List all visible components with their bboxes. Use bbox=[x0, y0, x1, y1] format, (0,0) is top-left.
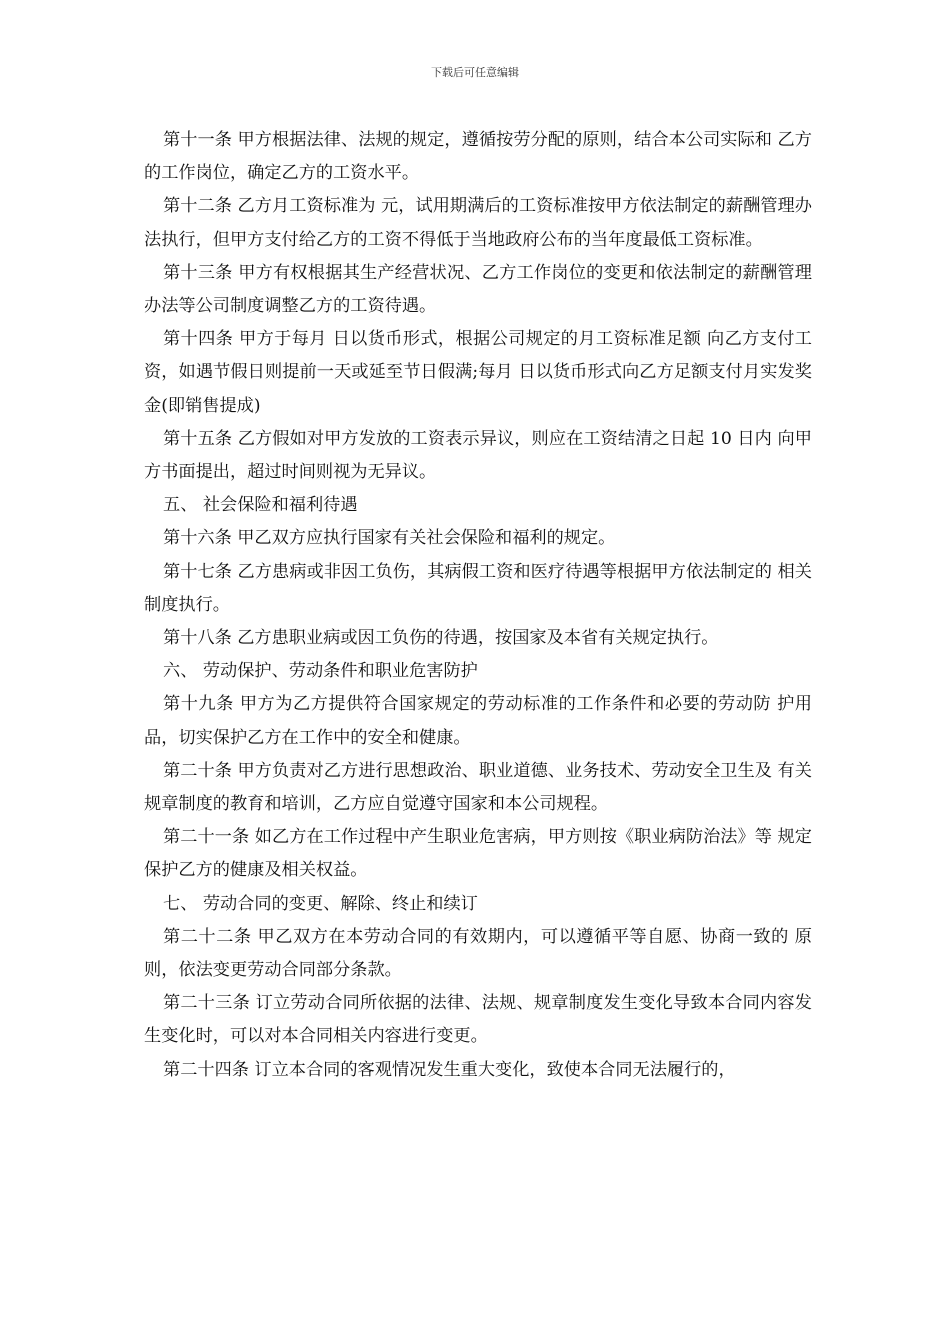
section-heading-5: 五、 社会保险和福利待遇 bbox=[163, 495, 358, 516]
article-18: 第十八条 乙方患职业病或因工负伤的待遇，按国家及本省有关规定执行。 bbox=[163, 628, 719, 649]
article-16: 第十六条 甲乙双方应执行国家有关社会保险和福利的规定。 bbox=[163, 528, 616, 549]
section-heading-6: 六、 劳动保护、劳动条件和职业危害防护 bbox=[163, 661, 478, 682]
article-19: 第十九条 甲方为乙方提供符合国家规定的劳动标准的工作条件和必要的劳动防 护用品，切实保护乙方在工作中的安全和健康。 bbox=[144, 694, 812, 748]
article-15: 第十五条 乙方假如对甲方发放的工资表示异议，则应在工资结清之日起 10 日内 向甲方书面提出，超过时间则视为无异议。 bbox=[144, 428, 812, 483]
article-20: 第二十条 甲方负责对乙方进行思想政治、职业道德、业务技术、劳动安全卫生及 有关规章制度的教育和培训，乙方应自觉遵守国家和本公司规程。 bbox=[144, 760, 812, 815]
article-23: 第二十三条 订立劳动合同所依据的法律、法规、规章制度发生变化导致本合同内容发生变化时，可以对本合同相关内容进行变更。 bbox=[144, 993, 812, 1047]
article-21: 第二十一条 如乙方在工作过程中产生职业危害病，甲方则按《职业病防治法》等 规定保护乙方的健康及相关权益。 bbox=[144, 827, 812, 881]
page-header: 下载后可任意编辑 bbox=[431, 66, 519, 79]
article-11: 第十一条 甲方根据法律、法规的规定，遵循按劳分配的原则，结合本公司实际和 乙方的工作岗位，确定乙方的工资水平。 bbox=[144, 130, 812, 184]
article-22: 第二十二条 甲乙双方在本劳动合同的有效期内，可以遵循平等自愿、协商一致的 原则，依法变更劳动合同部分条款。 bbox=[144, 926, 812, 981]
article-12: 第十二条 乙方月工资标准为 元，试用期满后的工资标准按甲方依法制定的薪酬管理办法执行，但甲方支付给乙方的工资不得低于当地政府公布的当年度最低工资标准。 bbox=[144, 196, 812, 250]
section-heading-7: 七、 劳动合同的变更、解除、终止和续订 bbox=[163, 893, 478, 914]
document-body bbox=[144, 124, 812, 1087]
article-17: 第十七条 乙方患病或非因工负伤，其病假工资和医疗待遇等根据甲方依法制定的 相关制度执行。 bbox=[144, 561, 812, 615]
article-24: 第二十四条 订立本合同的客观情况发生重大变化，致使本合同无法履行的， bbox=[163, 1059, 736, 1080]
article-13: 第十三条 甲方有权根据其生产经营状况、乙方工作岗位的变更和依法制定的薪酬管理办法等公司制度调整乙方的工资待遇。 bbox=[144, 262, 812, 317]
article-14: 第十四条 甲方于每月 日以货币形式，根据公司规定的月工资标准足额 向乙方支付工资，如遇节假日则提前一天或延至节日假满;每月 日以货币形式向乙方足额支付月实发奖金(即销售提成) bbox=[144, 329, 812, 416]
